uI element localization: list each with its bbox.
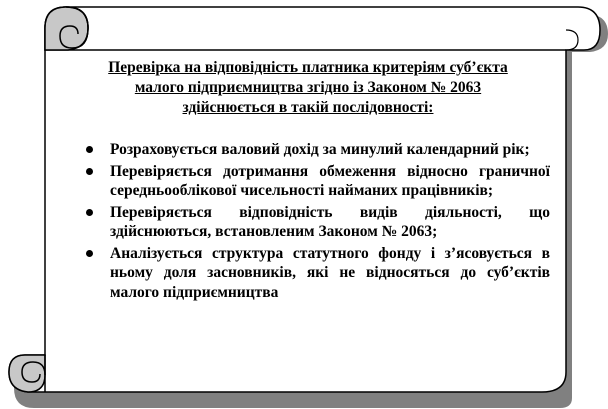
heading [66, 58, 550, 118]
bullet-icon [86, 250, 93, 257]
bullet-icon [86, 168, 93, 175]
scroll-top-curl [45, 7, 88, 50]
list-item [66, 162, 550, 201]
list-item-text: Розраховується валовий дохід за минулий календарний рік; [110, 141, 530, 158]
bullet-icon [86, 146, 93, 153]
heading-line-3: здійснюється в такій послідовності: [182, 99, 434, 116]
list-item-text: Перевіряється відповідність видів діяльності, що здійснюються, встановленим Законом № 2063; [110, 203, 550, 240]
heading-line-1: Перевірка на відповідність платника критеріям суб’єкта [108, 59, 508, 76]
list-item-text: Перевіряється дотримання обмеження відносно граничної середньооблікової чисельності найманих працівників; [110, 162, 550, 199]
criteria-list [66, 140, 550, 302]
bullet-icon [86, 209, 93, 216]
scroll-content [66, 58, 550, 304]
list-item-text: Аналізується структура статутного фонду і з’ясовується в ньому доля засновників, які не відносяться до суб’єктів малого підприємництва [110, 244, 550, 301]
list-item [66, 244, 550, 303]
scroll-bottom-curl [9, 355, 45, 392]
list-item [66, 203, 550, 242]
heading-line-2: малого підприємництва згідно із Законом № 2063 [134, 79, 482, 96]
list-item [66, 140, 550, 160]
